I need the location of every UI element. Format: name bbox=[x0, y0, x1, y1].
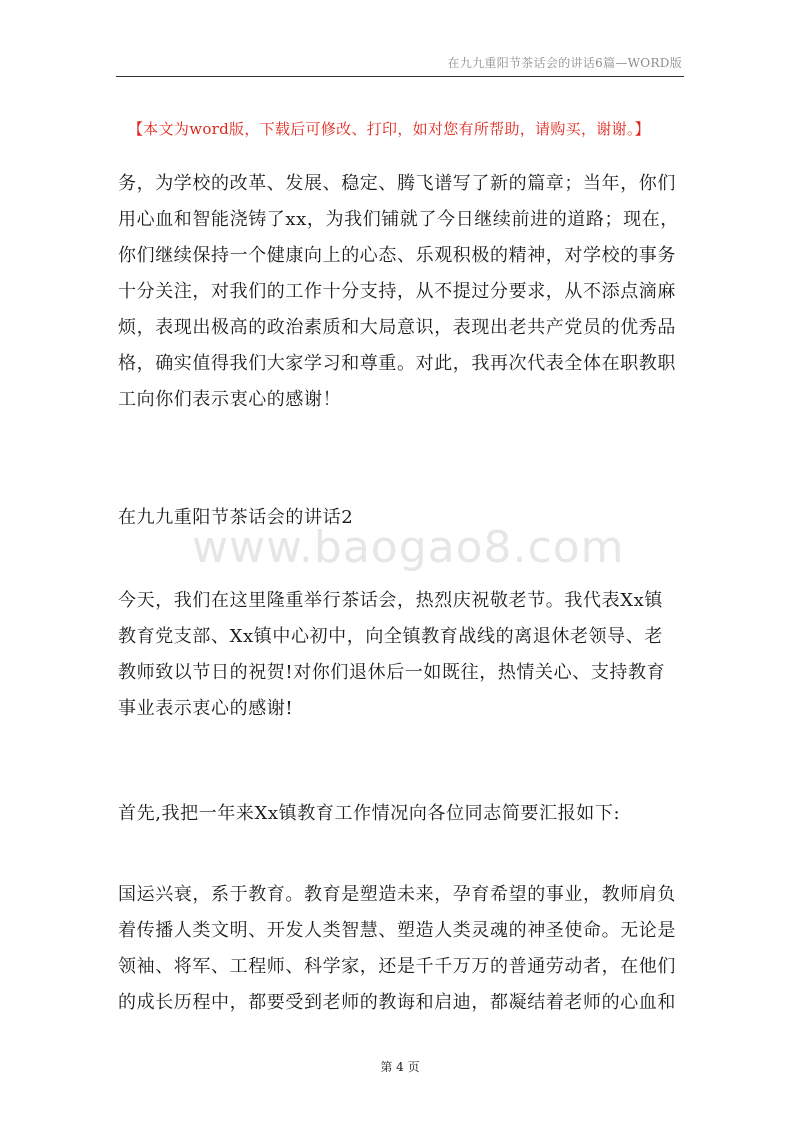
text-line: 教师致以节日的祝贺!对你们退休后一如既往，热情关心、支持教育 bbox=[118, 662, 666, 683]
paragraph-2 bbox=[118, 583, 684, 727]
text-line: 格，确实值得我们大家学习和尊重。对此，我再次代表全体在职教职 bbox=[118, 353, 676, 374]
download-notice: 【本文为word版，下载后可修改、打印，如对您有所帮助，请购买，谢谢。】 bbox=[128, 120, 650, 138]
text-line: 你们继续保持一个健康向上的心态、乐观积极的精神，对学校的事务 bbox=[118, 245, 676, 266]
text-line: 着传播人类文明、开发人类智慧、塑造人类灵魂的神圣使命。无论是 bbox=[118, 920, 676, 941]
text-line: 今天，我们在这里隆重举行茶话会，热烈庆祝敬老节。我代表Xx镇 bbox=[118, 590, 663, 611]
paragraph-4 bbox=[118, 877, 684, 1021]
watermark: www.baogao8.com bbox=[192, 522, 625, 573]
page-number: 第 4 页 bbox=[380, 1060, 420, 1074]
text-line: 务，为学校的改革、发展、稳定、腾飞谱写了新的篇章；当年，你们 bbox=[118, 173, 676, 194]
text-line: 工向你们表示衷心的感谢！ bbox=[118, 389, 342, 410]
paragraph-1 bbox=[118, 166, 684, 418]
text-line: 国运兴衰，系于教育。教育是塑造未来，孕育希望的事业，教师肩负 bbox=[118, 884, 676, 905]
document-header-title: 在九九重阳节茶话会的讲话6篇—WORD版 bbox=[447, 56, 682, 70]
section-heading bbox=[118, 500, 684, 536]
text-line: 首先,我把一年来Xx镇教育工作情况向各位同志简要汇报如下: bbox=[118, 803, 621, 824]
text-line: 事业表示衷心的感谢! bbox=[118, 698, 294, 719]
section-heading-text: 在九九重阳节茶话会的讲话2 bbox=[118, 507, 354, 528]
text-line: 用心血和智能浇铸了xx，为我们铺就了今日继续前进的道路；现在， bbox=[118, 209, 679, 230]
text-line: 教育党支部、Xx镇中心初中，向全镇教育战线的离退休老领导、老 bbox=[118, 626, 663, 647]
text-line: 十分关注，对我们的工作十分支持，从不提过分要求，从不添点滴麻 bbox=[118, 281, 676, 302]
text-line: 烦，表现出极高的政治素质和大局意识，表现出老共产党员的优秀品 bbox=[118, 317, 676, 338]
text-line: 领袖、将军、工程师、科学家，还是千千万万的普通劳动者，在他们 bbox=[118, 956, 676, 977]
paragraph-3 bbox=[118, 796, 684, 832]
header-divider bbox=[116, 76, 684, 77]
text-line: 的成长历程中，都要受到老师的教诲和启迪，都凝结着老师的心血和 bbox=[118, 992, 676, 1013]
